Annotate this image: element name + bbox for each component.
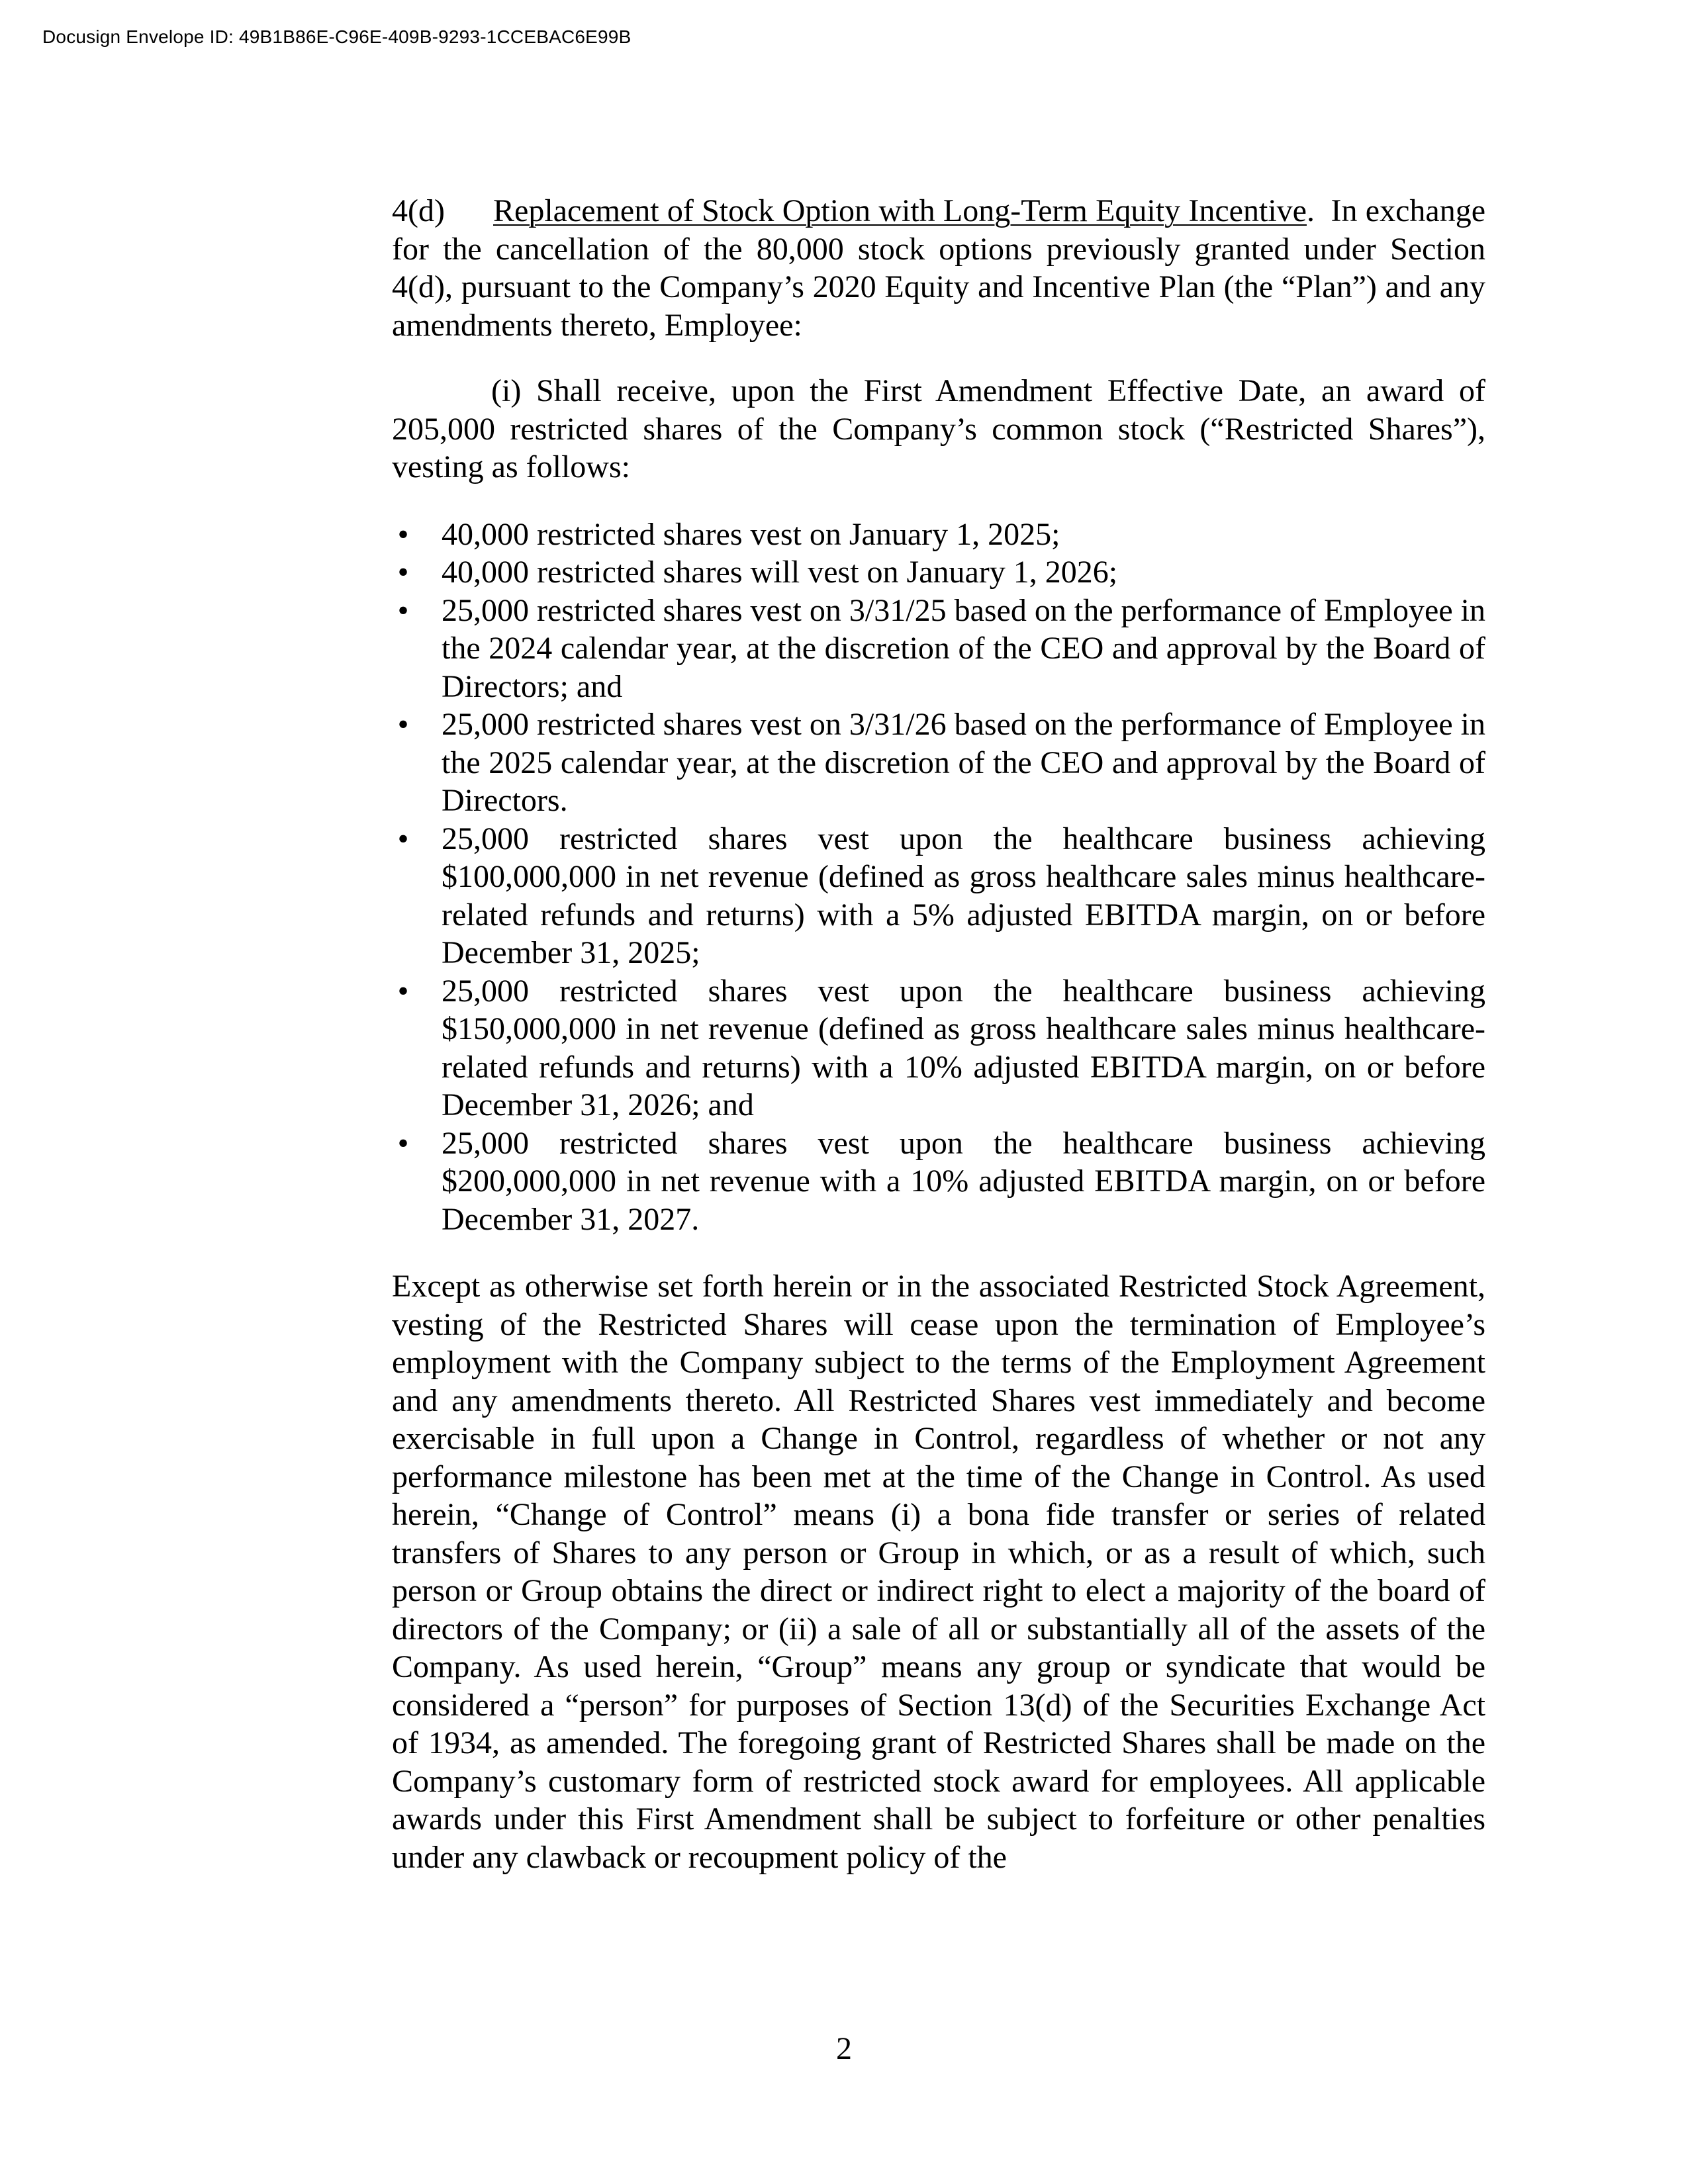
section-title: Replacement of Stock Option with Long-Term Equity Incentive xyxy=(493,193,1307,228)
bullet-icon: • xyxy=(397,707,409,742)
list-item xyxy=(392,516,1485,554)
docusign-envelope-id: Docusign Envelope ID: 49B1B86E-C96E-409B-9293-1CCEBAC6E99B xyxy=(42,26,632,47)
section-intro-text: In exchange for the cancellation of the 80,000 stock options previously granted under Section 4(d), pursuant to the Company’s 2020 Equity and Incentive Plan (the “Plan”) and any amendments thereto, Employee: xyxy=(392,193,1486,343)
list-item-text: 25,000 restricted shares vest on 3/31/26 based on the performance of Employee in the 2025 calendar year, at the discretion of the CEO and approval by the Board of Directors. xyxy=(442,707,1485,818)
bullet-icon: • xyxy=(397,516,409,552)
list-item-text: 25,000 restricted shares vest upon the healthcare business achieving $100,000,000 in net revenue (defined as gross healthcare sales minus healthcare-related refunds and returns) with a 5% adjusted EBITDA margin, on or before December 31, 2025; xyxy=(442,821,1485,970)
clause-i-paragraph: (i) Shall receive, upon the First Amendment Effective Date, an award of 205,000 restricted shares of the Company’s common stock (“Restricted Shares”), vesting as follows: xyxy=(392,373,1485,484)
list-item-text: 25,000 restricted shares vest upon the healthcare business achieving $200,000,000 in net revenue with a 10% adjusted EBITDA margin, on or before December 31, 2027. xyxy=(442,1125,1485,1237)
change-of-control-paragraph: Except as otherwise set forth herein or in the associated Restricted Stock Agreement, vesting of the Restricted Shares will cease upon the termination of Employee’s employment with the Company subject to the terms of the Employment Agreement and any amendments thereto. All Restricted Shares vest immediately and become exercisable in full upon a Change in Control, regardless of whether or not any performance milestone has been met at the time of the Change in Control. As used herein, “Change of Control” means (i) a bona fide transfer or series of related transfers of Shares to any person or Group in which, or as a result of which, such person or Group obtains the direct or indirect right to elect a majority of the board of directors of the Company; or (ii) a sale of all or substantially all of the assets of the Company. As used herein, “Group” means any group or syndicate that would be considered a “person” for purposes of Section 13(d) of the Securities Exchange Act of 1934, as amended. The foregoing grant of Restricted Shares shall be made on the Company’s customary form of restricted stock award for employees. All applicable awards under this First Amendment shall be subject to forfeiture or other penalties under any clawback or recoupment policy of the xyxy=(392,1269,1485,1875)
list-item-text: 25,000 restricted shares vest on 3/31/25 based on the performance of Employee in the 2024 calendar year, at the discretion of the CEO and approval by the Board of Directors; and xyxy=(442,592,1485,704)
bullet-icon: • xyxy=(397,973,409,1009)
section-4d-paragraph xyxy=(392,192,1485,344)
list-item-text: 40,000 restricted shares vest on January 1, 2025; xyxy=(442,516,1060,552)
list-item-text: 25,000 restricted shares vest upon the healthcare business achieving $150,000,000 in net revenue (defined as gross healthcare sales minus healthcare-related refunds and returns) with a 10% adjusted EBITDA margin, on or before December 31, 2026; and xyxy=(442,973,1485,1122)
list-item xyxy=(392,553,1485,592)
list-item xyxy=(392,972,1485,1124)
bullet-icon: • xyxy=(397,821,409,856)
list-item xyxy=(392,705,1485,820)
list-item xyxy=(392,1124,1485,1239)
document-body xyxy=(392,192,1485,1876)
bullet-icon: • xyxy=(397,555,409,590)
section-number: 4(d) xyxy=(392,193,445,228)
page-number: 2 xyxy=(836,2031,852,2066)
bullet-icon: • xyxy=(397,1125,409,1161)
list-item-text: 40,000 restricted shares will vest on January 1, 2026; xyxy=(442,555,1118,590)
list-item xyxy=(392,592,1485,706)
vesting-schedule-list xyxy=(392,516,1485,1239)
section-title-period: . xyxy=(1306,193,1315,228)
list-item xyxy=(392,820,1485,972)
bullet-icon: • xyxy=(397,592,409,628)
